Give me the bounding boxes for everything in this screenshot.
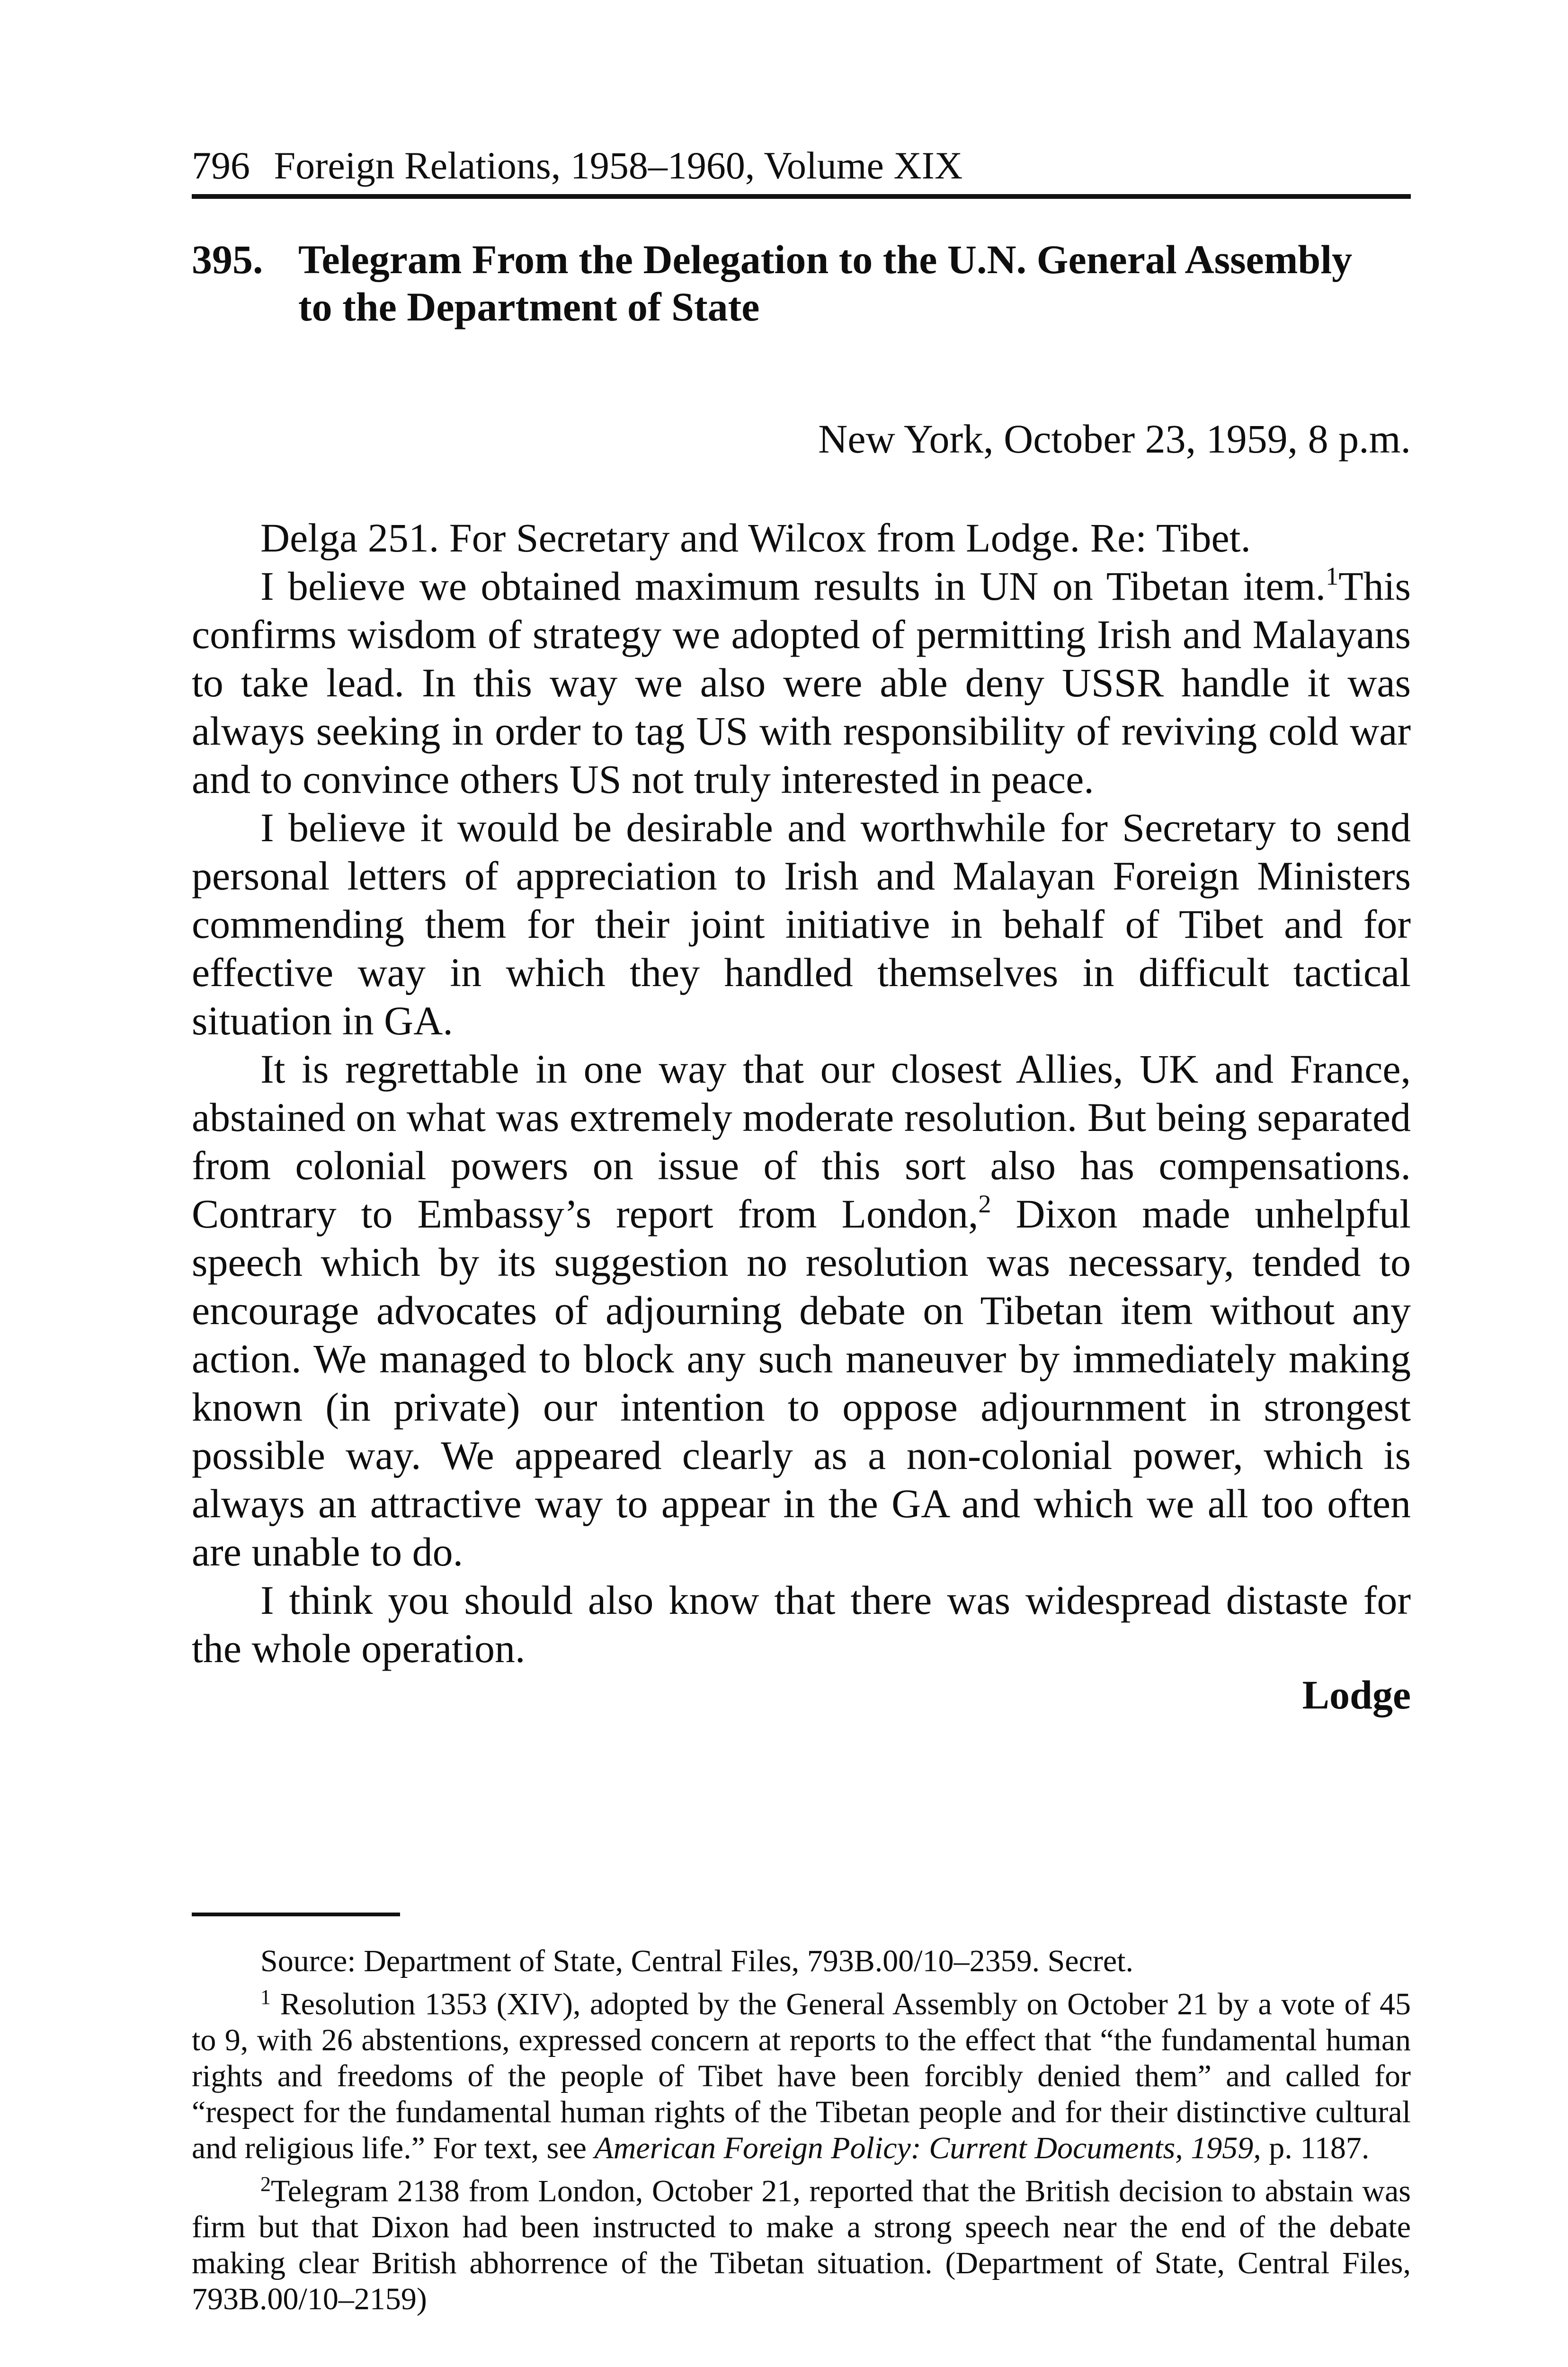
document-heading xyxy=(192,236,1411,330)
paragraph-4 xyxy=(192,1045,1411,1576)
document-number: 395. xyxy=(192,237,263,282)
telegram-body xyxy=(192,514,1411,1673)
paragraph-1 xyxy=(192,514,1411,562)
paragraph-4-text-b: Dixon made unhelpful speech which by its suggestion no resolution was necessary, tended to encourage advocates of adjourning debate on Tibetan item without any action. We managed to block any such maneuver by immediately making known (in private) our intention to oppose adjournment in strongest possible way. We appeared clearly as a non-colonial power, which is always an attractive way to appear in the GA and which we all too often are unable to do. xyxy=(192,1191,1411,1575)
page-number: 796 xyxy=(192,144,250,187)
source-note-text: Source: Department of State, Central Files, 793B.00/10–2359. Secret. xyxy=(260,1944,1133,1978)
footnote-ref-1[interactable]: 1 xyxy=(1326,562,1339,590)
series-title: Foreign Relations, 1958–1960, Volume XIX xyxy=(274,144,963,187)
document-title-line-2: to the Department of State xyxy=(298,284,760,329)
dateline: New York, October 23, 1959, 8 p.m. xyxy=(818,416,1411,462)
paragraph-2-text-b: This confirms wisdom of strategy we adopted of permitting Irish and Malayans to take lead. In this way we also were able deny USSR handle it was always seeking in order to tag US with responsibility of reviving cold war and to convince others US not truly interested in peace. xyxy=(192,563,1411,802)
footnote-rule xyxy=(192,1913,400,1916)
paragraph-4-text-a: It is regrettable in one way that our closest Allies, UK and France, abstained on what was extremely moderate resolution. But being separated from colonial powers on issue of this sort also has compensations. Contrary to Embassy’s report from London, xyxy=(192,1046,1411,1237)
footnote-2-marker: 2 xyxy=(260,2172,271,2196)
footnote-1-page: p. 1187. xyxy=(1269,2131,1370,2165)
paragraph-2 xyxy=(192,562,1411,803)
footnote-1-text: Resolution 1353 (XIV), adopted by the General Assembly on October 21 by a vote of 45 to 9, with 26 abstentions, expressed concern at reports to the effect that “the fundamental human rights and freedoms of the people of Tibet have been forcibly denied them” and called for “respect for the fundamental human rights of the Tibetan people and for their distinctive cultural and religious life.” For text, see xyxy=(192,1987,1411,2165)
footnote-ref-2[interactable]: 2 xyxy=(978,1190,991,1218)
paragraph-5 xyxy=(192,1576,1411,1673)
paragraph-3 xyxy=(192,803,1411,1045)
source-note xyxy=(192,1943,1411,1979)
footnotes xyxy=(192,1943,1411,2317)
document-title-line-1: Telegram From the Delegation to the U.N. General Assembly xyxy=(298,237,1353,282)
paragraph-2-text-a: I believe we obtained maximum results in UN on Tibetan item. xyxy=(260,563,1326,609)
paragraph-3-text: I believe it would be desirable and worthwhile for Secretary to send personal letters of appreciation to Irish and Malayan Foreign Ministers commending them for their joint initiative in behalf of Tibet and for effective way in which they handled themselves in difficult tactical situation in GA. xyxy=(192,805,1411,1043)
paragraph-5-text: I think you should also know that there was widespread distaste for the whole operation. xyxy=(192,1577,1411,1671)
footnote-2-text: Telegram 2138 from London, October 21, reported that the British decision to abstain was firm but that Dixon had been instructed to make a strong speech near the end of the debate making clear British abhorrence of the Tibetan situation. (Department of State, Central Files, 793B.00/10–2159) xyxy=(192,2174,1411,2316)
running-head xyxy=(192,142,1411,189)
footnote-1-publication: American Foreign Policy: Current Documents, 1959, xyxy=(594,2131,1261,2165)
header-rule xyxy=(192,194,1411,199)
signature: Lodge xyxy=(1302,1672,1411,1717)
footnote-1-marker: 1 xyxy=(260,1985,271,2009)
footnote-1 xyxy=(192,1979,1411,2166)
paragraph-1-text: Delga 251. For Secretary and Wilcox from Lodge. Re: Tibet. xyxy=(260,515,1251,561)
footnote-2 xyxy=(192,2166,1411,2317)
